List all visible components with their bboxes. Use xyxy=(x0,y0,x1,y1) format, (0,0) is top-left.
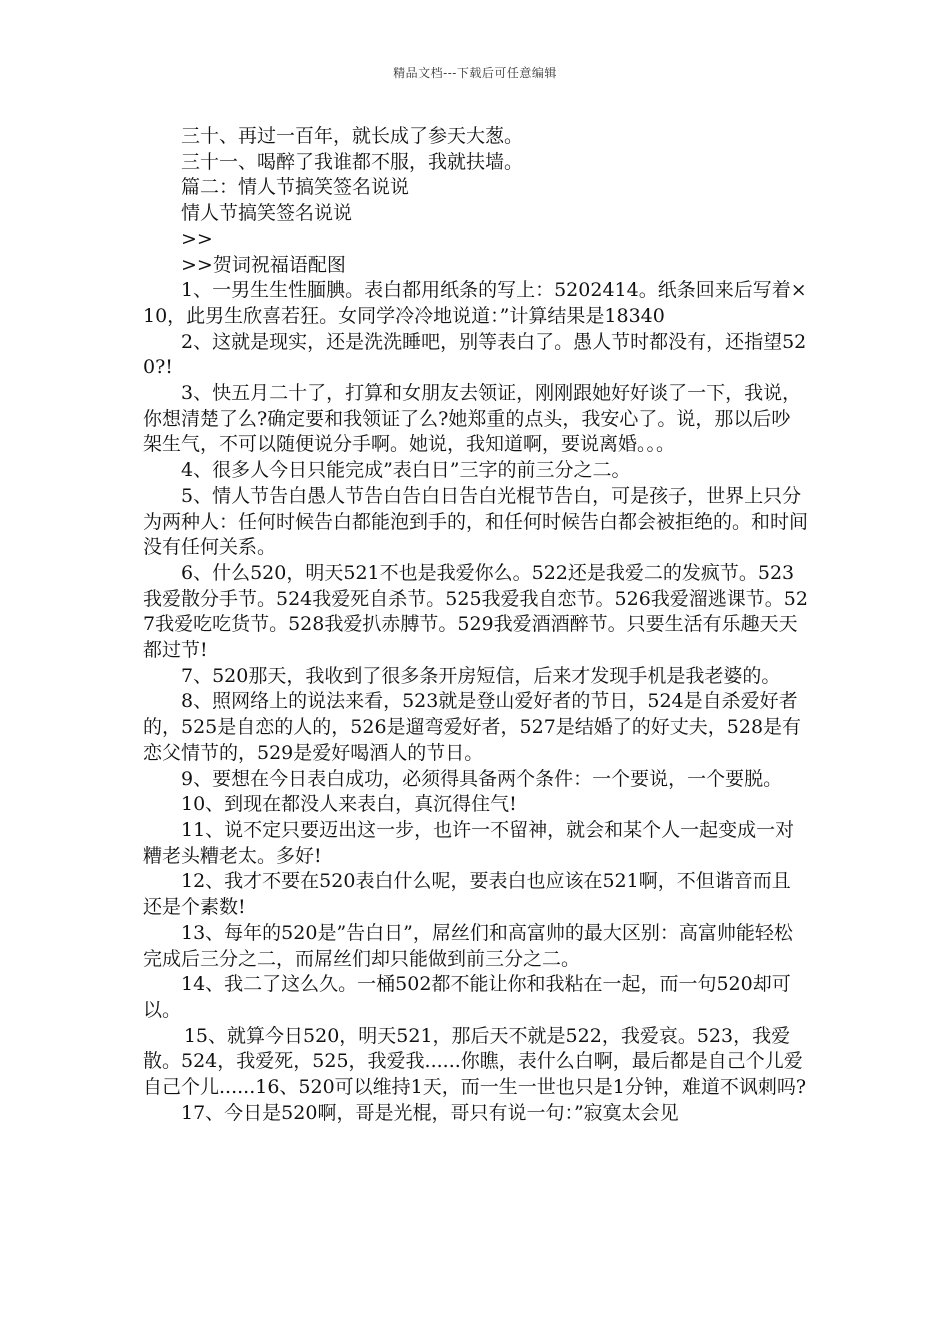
paragraph: 7、520那天，我收到了很多条开房短信，后来才发现手机是我老婆的。 xyxy=(181,664,781,687)
paragraph: 13、每年的520是”告白日”，屌丝们和高富帅的最大区别：高富帅能轻松完成后三分之二，而屌丝们却只能做到前三分之二。 xyxy=(143,921,793,970)
paragraph: 12、我才不要在520表白什么呢，要表白也应该在521啊，不但谐音而且还是个素数! xyxy=(143,870,791,919)
paragraph: 8、照网络上的说法来看，523就是登山爱好者的节日，524是自杀爱好者的，525是自恋的人的，526是遛弯爱好者，527是结婚了的好丈夫，528是有恋父情节的，529是爱好喝酒人的节日。 xyxy=(143,690,802,764)
paragraph: 1、一男生生性腼腆。表白都用纸条的写上：5202414。纸条回来后写着×10，此男生欣喜若狂。女同学冷冷地说道：”计算结果是18340 xyxy=(143,279,807,327)
paragraph: >>贺词祝福语配图 xyxy=(181,253,346,276)
paragraph: 14、我二了这么久。一桶502都不能让你和我粘在一起，而一句520却可以。 xyxy=(143,973,791,1021)
paragraph: 11、说不定只要迈出这一步，也许一不留神，就会和某个人一起变成一对糟老头糟老太。多好! xyxy=(143,818,795,867)
paragraph: 3、快五月二十了，打算和女朋友去领证，刚刚跟她好好谈了一下，我说，你想清楚了么?确定要和我领证了么?她郑重的点头，我安心了。说，那以后吵架生气，不可以随便说分手啊。她说，我知道啊，要说离婚。。。 xyxy=(143,382,802,456)
document-body xyxy=(143,124,809,1126)
paragraph: 17、今日是520啊，哥是光棍，哥只有说一句：”寂寞太会见 xyxy=(181,1101,679,1124)
paragraph: 6、什么520，明天521不也是我爱你么。522还是我爱二的发疯节。523我爱散分手节。524我爱死自杀节。525我爱我自恋节。526我爱溜逃课节。527我爱吃吃货节。528我爱扒赤膊节。529我爱酒酒醉节。只要生活有乐趣天天都过节! xyxy=(143,561,808,662)
paragraph: 情人节搞笑签名说说 xyxy=(181,202,353,225)
paragraph: 10、到现在都没人来表白，真沉得住气! xyxy=(181,793,517,816)
paragraph: 篇二：情人节搞笑签名说说 xyxy=(181,176,410,199)
paragraph: 4、很多人今日只能完成”表白日”三字的前三分之二。 xyxy=(181,459,631,482)
paragraph: 2、这就是现实，还是洗洗睡吧，别等表白了。愚人节时都没有，还指望520?! xyxy=(143,330,807,379)
paragraph: >> xyxy=(181,227,213,250)
page-header: 精品文档---下载后可任意编辑 xyxy=(393,66,557,80)
paragraph: 三十、再过一百年，就长成了参天大葱。 xyxy=(181,125,524,147)
paragraph: 15、就算今日520，明天521，那后天不就是522，我爱哀。523，我爱散。524，我爱死，525，我爱我......你瞧，表什么白啊，最后都是自己个儿爱自己个儿......16、520可以维持1天，而一生一世也只是1分钟，难道不讽刺吗? xyxy=(143,1024,807,1099)
paragraph: 5、情人节告白愚人节告白告白日告白光棍节告白，可是孩子，世界上只分为两种人：任何时候告白都能泡到手的，和任何时候告白都会被拒绝的。和时间没有任何关系。 xyxy=(143,484,809,559)
paragraph: 三十一、喝醉了我谁都不服，我就扶墙。 xyxy=(181,150,524,173)
paragraph: 9、要想在今日表白成功，必须得具备两个条件：一个要说，一个要脱。 xyxy=(181,767,783,790)
